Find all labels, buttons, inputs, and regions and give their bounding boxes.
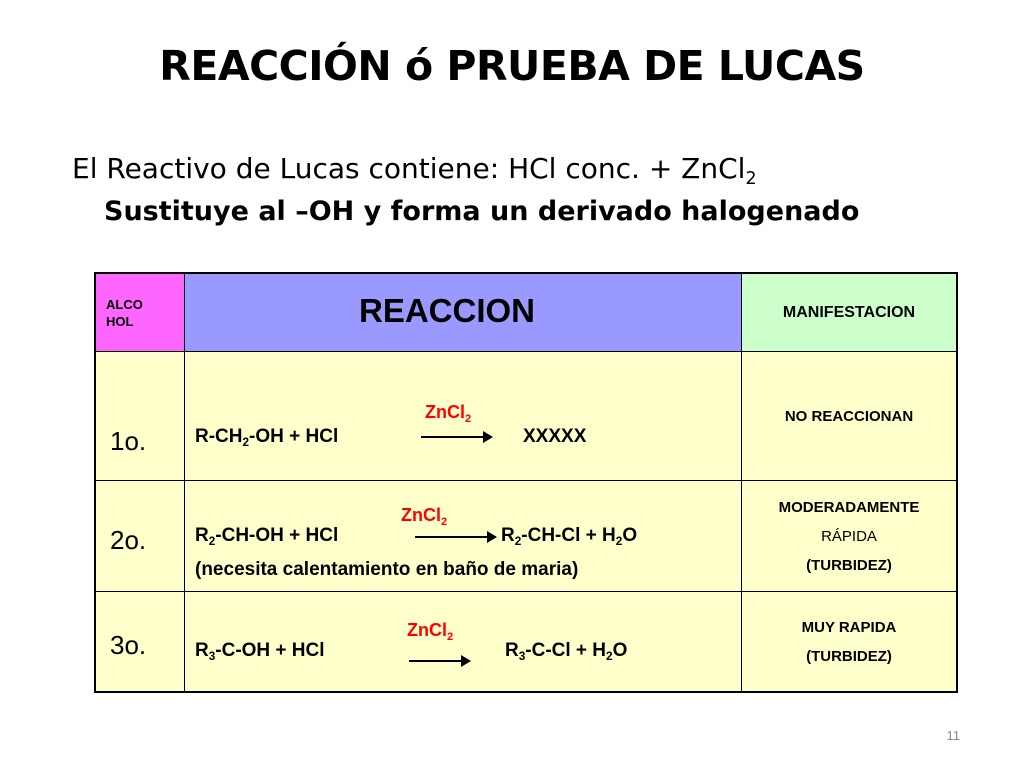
product-formula: XXXXX [523, 426, 587, 447]
degree-cell [95, 352, 185, 481]
catalyst-text: ZnCl [425, 402, 465, 422]
header-reaction [185, 273, 742, 352]
substitution-line: Sustituye al –OH y forma un derivado halogenado [104, 196, 860, 227]
manifestation-line: MODERADAMENTE [778, 498, 920, 516]
table-header-row [95, 273, 957, 352]
formula-part: -C-Cl + H [525, 640, 607, 661]
formula-part: R [195, 525, 209, 546]
catalyst-text: ZnCl [407, 620, 447, 640]
reactant-formula [195, 525, 338, 547]
formula-part: R [505, 640, 519, 661]
reaction-cell [185, 481, 742, 592]
formula-sub: 2 [208, 535, 216, 549]
degree-label: 3o. [110, 630, 147, 660]
degree-label: 2o. [110, 525, 147, 555]
formula-sub: 3 [518, 650, 526, 664]
formula-part: -CH-Cl + H [521, 525, 616, 546]
table-row [95, 481, 957, 592]
formula-part: R [195, 640, 209, 661]
formula-part: -OH + HCl [249, 426, 339, 447]
catalyst-label [401, 505, 447, 526]
formula-part: R [501, 525, 515, 546]
manifestation-cell [742, 481, 958, 592]
degree-cell [95, 481, 185, 592]
formula-part: O [612, 640, 628, 661]
reagent-line [72, 152, 757, 190]
catalyst-sub: 2 [447, 630, 454, 643]
formula-sub: 2 [615, 535, 623, 549]
manifestation-line: (TURBIDEZ) [806, 647, 892, 665]
header-manifestation: MANIFESTACION [742, 273, 958, 352]
reaction-cell [185, 352, 742, 481]
header-alcohol [95, 273, 185, 352]
catalyst-label [425, 402, 471, 423]
manifestation-cell [742, 352, 958, 481]
table-row [95, 352, 957, 481]
formula-part: O [622, 525, 638, 546]
formula-sub: 2 [242, 436, 250, 450]
manifestation-line: (TURBIDEZ) [806, 556, 892, 574]
slide-title: REACCIÓN ó PRUEBA DE LUCAS [159, 42, 865, 90]
header-alcohol-line1: ALCO [106, 296, 143, 312]
catalyst-text: ZnCl [401, 505, 441, 525]
reaction-arrow-icon [409, 660, 469, 662]
formula-part: R-CH [195, 426, 243, 447]
reaction-cell [185, 592, 742, 693]
manifestation-line: RÁPIDA [821, 527, 877, 545]
formula-sub: 2 [606, 650, 613, 664]
degree-label: 1o. [110, 426, 147, 456]
reactant-formula [195, 640, 325, 662]
catalyst-label [407, 620, 453, 641]
product-formula [501, 525, 637, 547]
manifestation-line: NO REACCIONAN [784, 407, 914, 425]
reaction-arrow-icon [421, 436, 491, 438]
table-row [95, 592, 957, 693]
manifestation-line: MUY RAPIDA [801, 618, 897, 636]
reagent-subscript: 2 [745, 169, 757, 190]
heating-note: (necesita calentamiento en baño de maria) [195, 559, 579, 580]
reaction-arrow-icon [415, 536, 495, 538]
reagent-text: El Reactivo de Lucas contiene: HCl conc. + ZnCl [72, 152, 746, 185]
reactant-formula [195, 426, 338, 448]
catalyst-sub: 2 [441, 515, 448, 528]
formula-part: -CH-OH + HCl [215, 525, 339, 546]
formula-part: -C-OH + HCl [215, 640, 325, 661]
header-reaction-label: REACCION [359, 292, 536, 329]
manifestation-cell [742, 592, 958, 693]
product-formula [505, 640, 627, 662]
catalyst-sub: 2 [465, 412, 472, 425]
page-number: 11 [946, 728, 960, 743]
degree-cell [95, 592, 185, 693]
header-alcohol-line2: HOL [106, 313, 134, 329]
lucas-table [94, 272, 958, 693]
formula-sub: 3 [208, 650, 216, 664]
formula-sub: 2 [514, 535, 522, 549]
